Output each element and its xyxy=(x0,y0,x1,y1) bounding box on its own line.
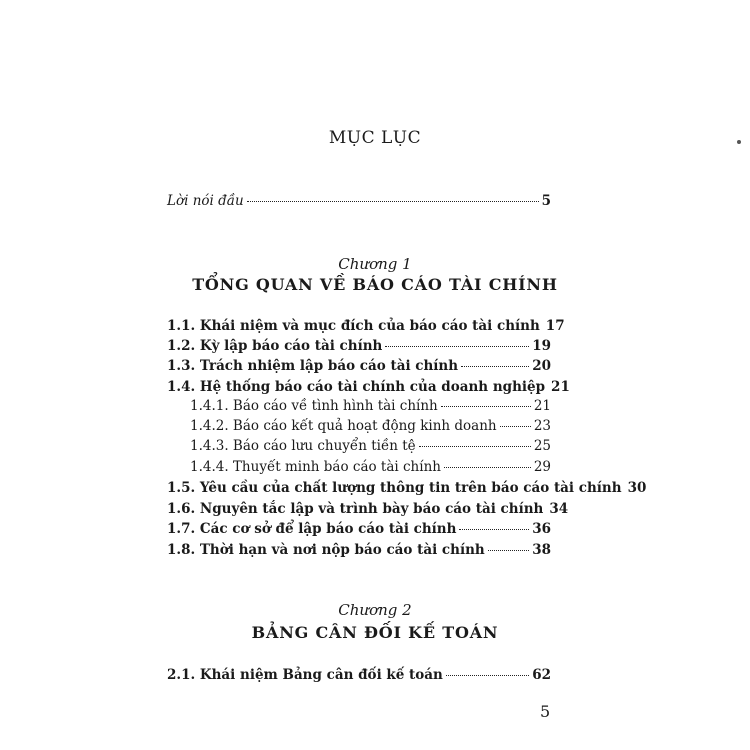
toc-entry-label: 1.4.1. Báo cáo về tình hình tài chính xyxy=(190,398,438,414)
chapter-label: Chương 2 xyxy=(338,601,412,619)
toc-entry[interactable] xyxy=(167,318,565,334)
toc-entry-page: 25 xyxy=(533,438,551,454)
chapter-title: BẢNG CÂN ĐỐI KẾ TOÁN xyxy=(251,623,499,642)
toc-entry-page: 5 xyxy=(541,193,551,209)
dot-leader xyxy=(446,675,529,676)
toc-subentry[interactable] xyxy=(190,438,551,454)
toc-entry-page: 29 xyxy=(533,459,551,475)
toc-entry-label: 1.4.3. Báo cáo lưu chuyển tiền tệ xyxy=(190,438,416,454)
toc-entry-label: 2.1. Khái niệm Bảng cân đối kế toán xyxy=(167,667,443,683)
toc-entry-page: 17 xyxy=(545,318,565,334)
toc-entry-label: 1.3. Trách nhiệm lập báo cáo tài chính xyxy=(167,358,459,374)
toc-entry-preface[interactable] xyxy=(167,193,551,209)
toc-entry[interactable] xyxy=(167,358,551,374)
toc-entry-page: 34 xyxy=(549,501,569,517)
toc-entry-label: 1.4. Hệ thống báo cáo tài chính của doanh nghiệp xyxy=(167,379,546,395)
dot-leader xyxy=(459,529,529,530)
toc-entry[interactable] xyxy=(167,338,551,354)
dot-leader xyxy=(500,426,531,427)
toc-subentry[interactable] xyxy=(190,418,551,434)
toc-entry-label: 1.6. Nguyên tắc lập và trình bày báo cáo tài chính xyxy=(167,501,544,517)
toc-entry-page: 21 xyxy=(533,398,551,414)
page-title: MỤC LỤC xyxy=(328,128,422,148)
toc-entry[interactable] xyxy=(167,480,647,496)
dot-leader xyxy=(488,550,529,551)
dot-leader xyxy=(385,346,529,347)
toc-entry-page: 38 xyxy=(532,542,551,558)
toc-entry-page: 30 xyxy=(627,480,647,496)
toc-entry-page: 19 xyxy=(532,338,551,354)
toc-entry[interactable] xyxy=(167,542,551,558)
dot-leader xyxy=(247,201,539,202)
scan-mark xyxy=(737,140,741,144)
toc-entry-label: 1.5. Yêu cầu của chất lượng thông tin trên báo cáo tài chính xyxy=(167,480,622,496)
toc-entry-label: 1.1. Khái niệm và mục đích của báo cáo tài chính xyxy=(167,318,540,334)
toc-entry-label: 1.8. Thời hạn và nơi nộp báo cáo tài chính xyxy=(167,542,485,558)
toc-entry-label: 1.7. Các cơ sở để lập báo cáo tài chính xyxy=(167,521,457,537)
toc-entry-page: 21 xyxy=(551,379,570,395)
toc-entry-label: Lời nói đầu xyxy=(167,193,244,209)
dot-leader xyxy=(444,467,531,468)
toc-subentry[interactable] xyxy=(190,459,551,475)
page-number: 5 xyxy=(540,702,551,721)
toc-entry-page: 36 xyxy=(532,521,551,537)
toc-entry-page: 23 xyxy=(533,418,551,434)
toc-entry-label: 1.4.4. Thuyết minh báo cáo tài chính xyxy=(190,459,441,475)
dot-leader xyxy=(419,446,531,447)
chapter-title: TỔNG QUAN VỀ BÁO CÁO TÀI CHÍNH xyxy=(192,275,558,294)
chapter-label: Chương 1 xyxy=(338,255,412,273)
toc-entry[interactable] xyxy=(167,521,551,537)
toc-subentry[interactable] xyxy=(190,398,551,414)
toc-entry[interactable] xyxy=(167,379,570,395)
toc-entry[interactable] xyxy=(167,667,551,683)
dot-leader xyxy=(461,366,529,367)
toc-entry-label: 1.2. Kỳ lập báo cáo tài chính xyxy=(167,338,383,354)
toc-entry-page: 62 xyxy=(532,667,551,683)
toc-entry-page: 20 xyxy=(532,358,551,374)
dot-leader xyxy=(441,406,531,407)
toc-entry[interactable] xyxy=(167,501,569,517)
toc-entry-label: 1.4.2. Báo cáo kết quả hoạt động kinh doanh xyxy=(190,418,497,434)
